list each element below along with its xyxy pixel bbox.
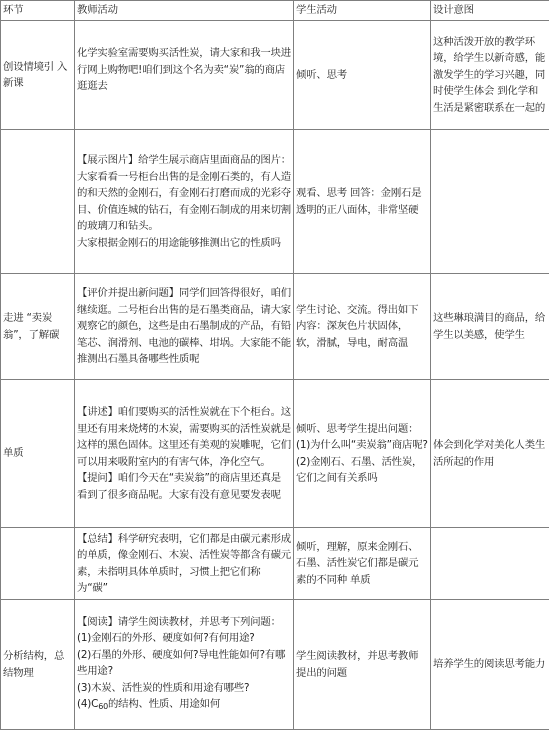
design-intent-text: 这些琳琅满目的商品，给学生以美感，使学生 xyxy=(433,312,546,341)
teacher-activity-text: (2)石墨的外形、硬度如何?导电性能如何?有哪些用途? xyxy=(77,648,286,677)
design-intent-cell xyxy=(431,21,549,130)
stage-text: 创设情境引 入新课 xyxy=(3,60,68,89)
teacher-activity-text: 【提问】咱们今天在“卖炭翁”的商店里还真是看到了很多商品呢。大家有没有意见要发表呢 xyxy=(77,472,281,501)
student-activity-text: 倾听、思考学生提出问题： xyxy=(296,422,419,435)
student-activity-text: 学生讨论、交流。得出如下内容：深灰色片状固体，软，滑腻，导电，耐高温 xyxy=(296,303,419,349)
teacher-activity-cell xyxy=(75,380,294,528)
header-student-activity: 学生活动 xyxy=(294,1,431,21)
stage-cell xyxy=(1,21,75,130)
table-row xyxy=(1,21,549,130)
teacher-activity-text: 【总结】科学研究表明，它们都是由碳元素形成的单质，像金刚石、木炭、活性炭等都含有碳元 素，未指明具体单质时，习惯上把它们称为“碳” xyxy=(77,532,292,594)
stage-cell xyxy=(1,380,75,528)
teacher-activity-text: (3)木炭、活性炭的性质和用途有哪些? xyxy=(77,681,250,694)
teacher-activity-text-c60: $(4)C_{60}$的结构、性质、用途如何 xyxy=(77,698,221,711)
design-intent-cell xyxy=(431,528,549,600)
stage-cell xyxy=(1,130,75,274)
teacher-activity-text: 【阅读】请学生阅读教材，并思考下列问题： xyxy=(77,615,281,628)
student-activity-cell xyxy=(294,130,431,274)
design-intent-text: 培养学生的阅读思考能力 xyxy=(433,658,546,671)
table-header-row xyxy=(1,1,549,21)
table-row xyxy=(1,380,549,528)
student-activity-text: 观看、思考 回答：金刚石是透明的正八面体，非常坚硬 xyxy=(296,187,422,216)
teacher-activity-cell xyxy=(75,130,294,274)
student-activity-text: 倾听、思考 xyxy=(296,68,347,81)
header-teacher-activity: 教师活动 xyxy=(75,1,294,21)
header-design-intent: 设计意图 xyxy=(431,1,549,21)
stage-text: 单质 xyxy=(3,447,24,460)
teacher-activity-text: (1)金刚石的外形、硬度如何?有何用途? xyxy=(77,632,255,644)
teacher-activity-text: 化学实验室需要购买活性炭，请大家和我一块进行网上购物吧!咱们到这个名为卖“炭”翁的商店 逛逛去 xyxy=(77,47,292,92)
design-intent-cell xyxy=(431,380,549,528)
stage-cell xyxy=(1,600,75,730)
stage-text: 走进 “卖炭翁”，了解碳 xyxy=(3,312,60,341)
stage-cell xyxy=(1,528,75,600)
table-row xyxy=(1,274,549,380)
table-row xyxy=(1,130,549,274)
teacher-activity-cell xyxy=(75,21,294,130)
header-stage: 环节 xyxy=(1,1,75,21)
design-intent-text: 体会到化学对美化人类生活所起的作用 xyxy=(433,439,546,468)
design-intent-text: 这种活泼开放的教学环境，给学生以新奇感，能激发学生的学习兴趣，同时使学生体会 到化学和生活是紧密联系在一起的 xyxy=(433,35,546,114)
design-intent-cell xyxy=(431,274,549,380)
teacher-activity-cell xyxy=(75,528,294,600)
student-activity-text: 学生阅读教材，并思考教师提出的问题 xyxy=(296,650,419,679)
stage-text: 分析结构，总结物理 xyxy=(3,650,65,679)
student-activity-text: (1)为什么叫“卖炭翁”商店呢? xyxy=(296,439,428,451)
table-row xyxy=(1,600,549,730)
stage-cell xyxy=(1,274,75,380)
student-activity-cell xyxy=(294,528,431,600)
student-activity-text: 倾听，理解，原来金刚石、石墨、活性炭它们都是碳元素的不同种 单质 xyxy=(296,540,419,586)
student-activity-cell xyxy=(294,600,431,730)
student-activity-cell xyxy=(294,21,431,130)
table-row xyxy=(1,528,549,600)
teacher-activity-text: 【展示图片】给学生展示商店里面商品的图片：大家看看一号柜台出售的是金刚石类的，有人造的和天然的金刚石，有金刚石打磨而成的光彩夺目、价值连城的钻石，有金刚石制成的用来切割的玻璃刀和钻头。 xyxy=(77,154,292,232)
student-activity-text: (2)金刚石、石墨、活性炭，它们之间有关系吗 xyxy=(296,455,423,484)
student-activity-cell xyxy=(294,274,431,380)
teacher-activity-text: 大家根据金刚石的用途能够推测出它的性质吗 xyxy=(77,236,281,249)
design-intent-cell xyxy=(431,600,549,730)
teacher-activity-text: 【讲述】咱们要购买的活性炭就在下个柜台。这里还有用来烧烤的木炭，需要购买的活性炭就是这样的黑色固体。这里还有美观的炭雕呢，它们可以用来吸附室内的有害气体，净化空气。 xyxy=(77,406,292,468)
c60-subscript: 60 xyxy=(98,702,108,711)
student-activity-cell xyxy=(294,380,431,528)
teacher-activity-text: 【评价并提出新问题】同学们回答得很好，咱们继续逛。二号柜台出售的是石墨类商品，请大家观察它的颜色，这些是由石墨制成的产品，有铅笔芯、润滑剂、电池的碳棒、坩埚。大家能不能推测出石墨具备哪些性质呢 xyxy=(77,287,292,366)
design-intent-cell xyxy=(431,130,549,274)
teacher-activity-cell xyxy=(75,274,294,380)
teacher-activity-cell xyxy=(75,600,294,730)
